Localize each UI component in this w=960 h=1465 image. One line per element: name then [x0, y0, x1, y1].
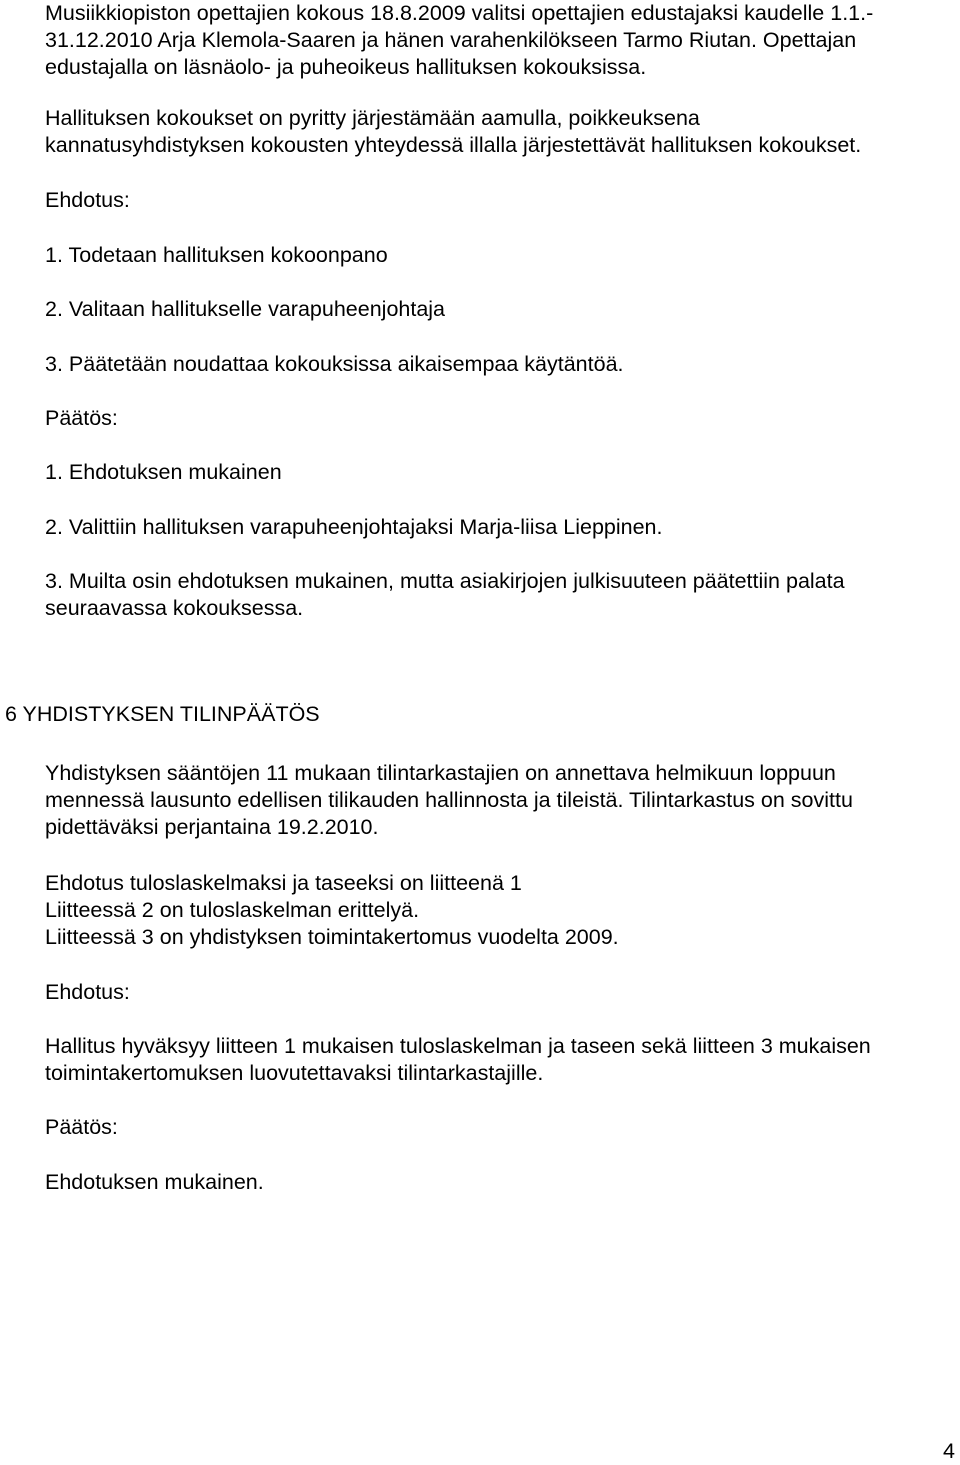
text-line: kannatusyhdistyksen kokousten yhteydessä illalla järjestettävät hallituksen kokoukset.	[45, 133, 862, 157]
page-number: 4	[943, 1439, 955, 1463]
text-line: Hallitus hyväksyy liitteen 1 mukaisen tuloslaskelman ja taseen sekä liitteen 3 mukaisen	[45, 1034, 871, 1058]
rules-text: mukaan tilintarkastajien on annettava helmikuun loppuun	[288, 761, 836, 785]
decision-item	[45, 568, 952, 622]
text-line: Ehdotus tuloslaskelmaksi ja taseeksi on liitteenä 1	[45, 871, 522, 895]
proposal-heading: Ehdotus:	[45, 188, 130, 212]
text-line: mennessä lausunto edellisen tilikauden hallinnosta ja tileistä. Tilintarkastus on sovittu	[45, 788, 853, 812]
text-line: pidettäväksi perjantaina 19.2.2010.	[45, 815, 379, 839]
text-line: Liitteessä 3 on yhdistyksen toimintakertomus vuodelta 2009.	[45, 925, 619, 949]
decision-item: 1. Ehdotuksen mukainen	[45, 460, 282, 484]
proposal-item: 3. Päätetään noudattaa kokouksissa aikaisempaa käytäntöä.	[45, 352, 624, 376]
intro-paragraph	[45, 0, 952, 81]
text-line: 3. Muilta osin ehdotuksen mukainen, mutta asiakirjojen julkisuuteen päätettiin palata	[45, 569, 845, 593]
meetings-paragraph	[45, 105, 952, 159]
rules-paragraph	[45, 760, 952, 841]
decision-item: 2. Valittiin hallituksen varapuheenjohtajaksi Marja-liisa Lieppinen.	[45, 515, 663, 539]
attachments-paragraph	[45, 870, 952, 951]
decision-text: Ehdotuksen mukainen.	[45, 1170, 264, 1194]
text-line: 31.12.2010 Arja Klemola-Saaren ja hänen varahenkilökseen Tarmo Riutan. Opettajan	[45, 28, 857, 52]
text-line: Hallituksen kokoukset on pyritty järjestämään aamulla, poikkeuksena	[45, 106, 700, 130]
proposal-paragraph	[45, 1033, 952, 1087]
proposal-item: 1. Todetaan hallituksen kokoonpano	[45, 243, 388, 267]
decision-heading: Päätös:	[45, 406, 118, 430]
rules-text: Yhdistyksen sääntöjen	[45, 761, 267, 785]
decision-heading: Päätös:	[45, 1115, 118, 1139]
text-line	[45, 760, 952, 787]
text-line: toimintakertomuksen luovutettavaksi tilintarkastajille.	[45, 1061, 544, 1085]
text-line: Liitteessä 2 on tuloslaskelman erittelyä.	[45, 898, 420, 922]
section-title: 6 YHDISTYKSEN TILINPÄÄTÖS	[5, 702, 320, 726]
text-line: edustajalla on läsnäolo- ja puheoikeus hallituksen kokouksissa.	[45, 55, 647, 79]
section-sign: 11	[266, 761, 289, 785]
text-line: Musiikkiopiston opettajien kokous 18.8.2009 valitsi opettajien edustajaksi kaudelle 1.1.-	[45, 1, 874, 25]
proposal-item: 2. Valitaan hallitukselle varapuheenjohtaja	[45, 297, 446, 321]
proposal-heading: Ehdotus:	[45, 980, 130, 1004]
text-line: seuraavassa kokouksessa.	[45, 596, 304, 620]
